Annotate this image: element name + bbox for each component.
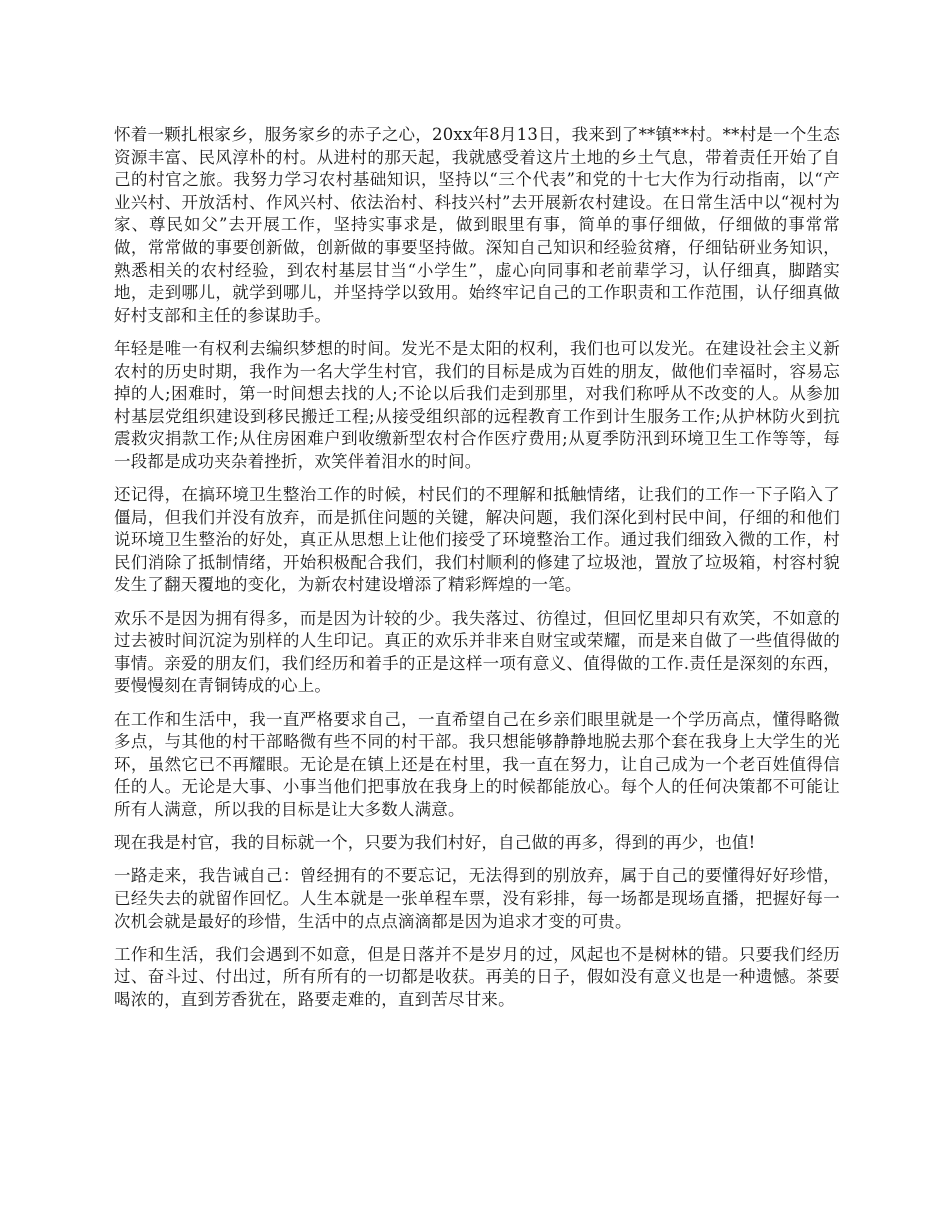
paragraph-6: 现在我是村官，我的目标就一个，只要为我们村好，自己做的再多，得到的再少，也值! xyxy=(114,833,756,853)
paragraph-5: 在工作和生活中，我一直严格要求自己，一直希望自己在乡亲们眼里就是一个学历高点，懂得略微多点，与其他的村干部略微有些不同的村干部。我只想能够静静地脱去那个套在我身上大学生的光环，虽然它已不再耀眼。无论是在镇上还是在村里，我一直在努力，让自己成为一个老百姓值得信任的人。无论是大事、小事当他们把事放在我身上的时候都能放心。每个人的任何决策都不可能让所有人满意，所以我的目标是让大多数人满意。 xyxy=(114,709,840,819)
paragraph-7: 一路走来，我告诫自己：曾经拥有的不要忘记，无法得到的别放弃，属于自己的要懂得好好珍惜，已经失去的就留作回忆。人生本就是一张单程车票，没有彩排，每一场都是现场直播，把握好每一次机会就是最好的珍惜，生活中的点点滴滴都是因为追求才变的可贵。 xyxy=(114,866,840,931)
paragraph-2: 年轻是唯一有权利去编织梦想的时间。发光不是太阳的权利，我们也可以发光。在建设社会主义新农村的历史时期，我作为一名大学生村官，我们的目标是成为百姓的朋友，做他们幸福时，容易忘掉的人;困难时，第一时间想去找的人;不论以后我们走到那里，对我们称呼从不改变的人。从参加村基层党组织建设到移民搬迁工程;从接受组织部的远程教育工作到计生服务工作;从护林防火到抗震救灾捐款工作;从住房困难户到收缴新型农村合作医疗费用;从夏季防汛到环境卫生工作等等，每一段都是成功夹杂着挫折，欢笑伴着泪水的时间。 xyxy=(114,338,840,471)
paragraph-8: 工作和生活，我们会遇到不如意，但是日落并不是岁月的过，风起也不是树林的错。只要我们经历过、奋斗过、付出过，所有所有的一切都是收获。再美的日子，假如没有意义也是一种遗憾。茶要喝浓的，直到芳香犹在，路要走难的，直到苦尽甘来。 xyxy=(114,944,840,1009)
paragraph-3: 还记得，在搞环境卫生整治工作的时候，村民们的不理解和抵触情绪，让我们的工作一下子陷入了僵局，但我们并没有放弃，而是抓住问题的关键，解决问题，我们深化到村民中间，仔细的和他们说环境卫生整治的好处，真正从思想上让他们接受了环境整治工作。通过我们细致入微的工作，村民们消除了抵制情绪，开始积极配合我们，我们村顺利的修建了垃圾池，置放了垃圾箱，村容村貌发生了翻天覆地的变化，为新农村建设增添了精彩辉煌的一笔。 xyxy=(114,485,840,595)
paragraph-1: 怀着一颗扎根家乡，服务家乡的赤子之心，20xx年8月13日，我来到了**镇**村。**村是一个生态资源丰富、民风淳朴的村。从进村的那天起，我就感受着这片土地的乡土气息，带着责任开始了自己的村官之旅。我努力学习农村基础知识，坚持以“三个代表”和党的十七大作为行动指南，以“产业兴村、开放活村、作风兴村、依法治村、科技兴村”去开展新农村建设。在日常生活中以“视村为家、尊民如父”去开展工作，坚持实事求是，做到眼里有事，简单的事仔细做，仔细做的事常常做，常常做的事要创新做，创新做的事要坚持做。深知自己知识和经验贫瘠，仔细钻研业务知识，熟悉相关的农村经验，到农村基层甘当“小学生”，虚心向同事和老前辈学习，认仔细真，脚踏实地，走到哪儿，就学到哪儿，并坚持学以致用。始终牢记自己的工作职责和工作范围，认仔细真做好村支部和主任的参谋助手。 xyxy=(114,125,840,325)
paragraph-4: 欢乐不是因为拥有得多，而是因为计较的少。我失落过、彷徨过，但回忆里却只有欢笑，不如意的过去被时间沉淀为别样的人生印记。真正的欢乐并非来自财宝或荣耀，而是来自做了一些值得做的事情。亲爱的朋友们，我们经历和着手的正是这样一项有意义、值得做的工作.责任是深刻的东西，要慢慢刻在青铜铸成的心上。 xyxy=(114,608,840,696)
document-body xyxy=(114,124,840,1022)
